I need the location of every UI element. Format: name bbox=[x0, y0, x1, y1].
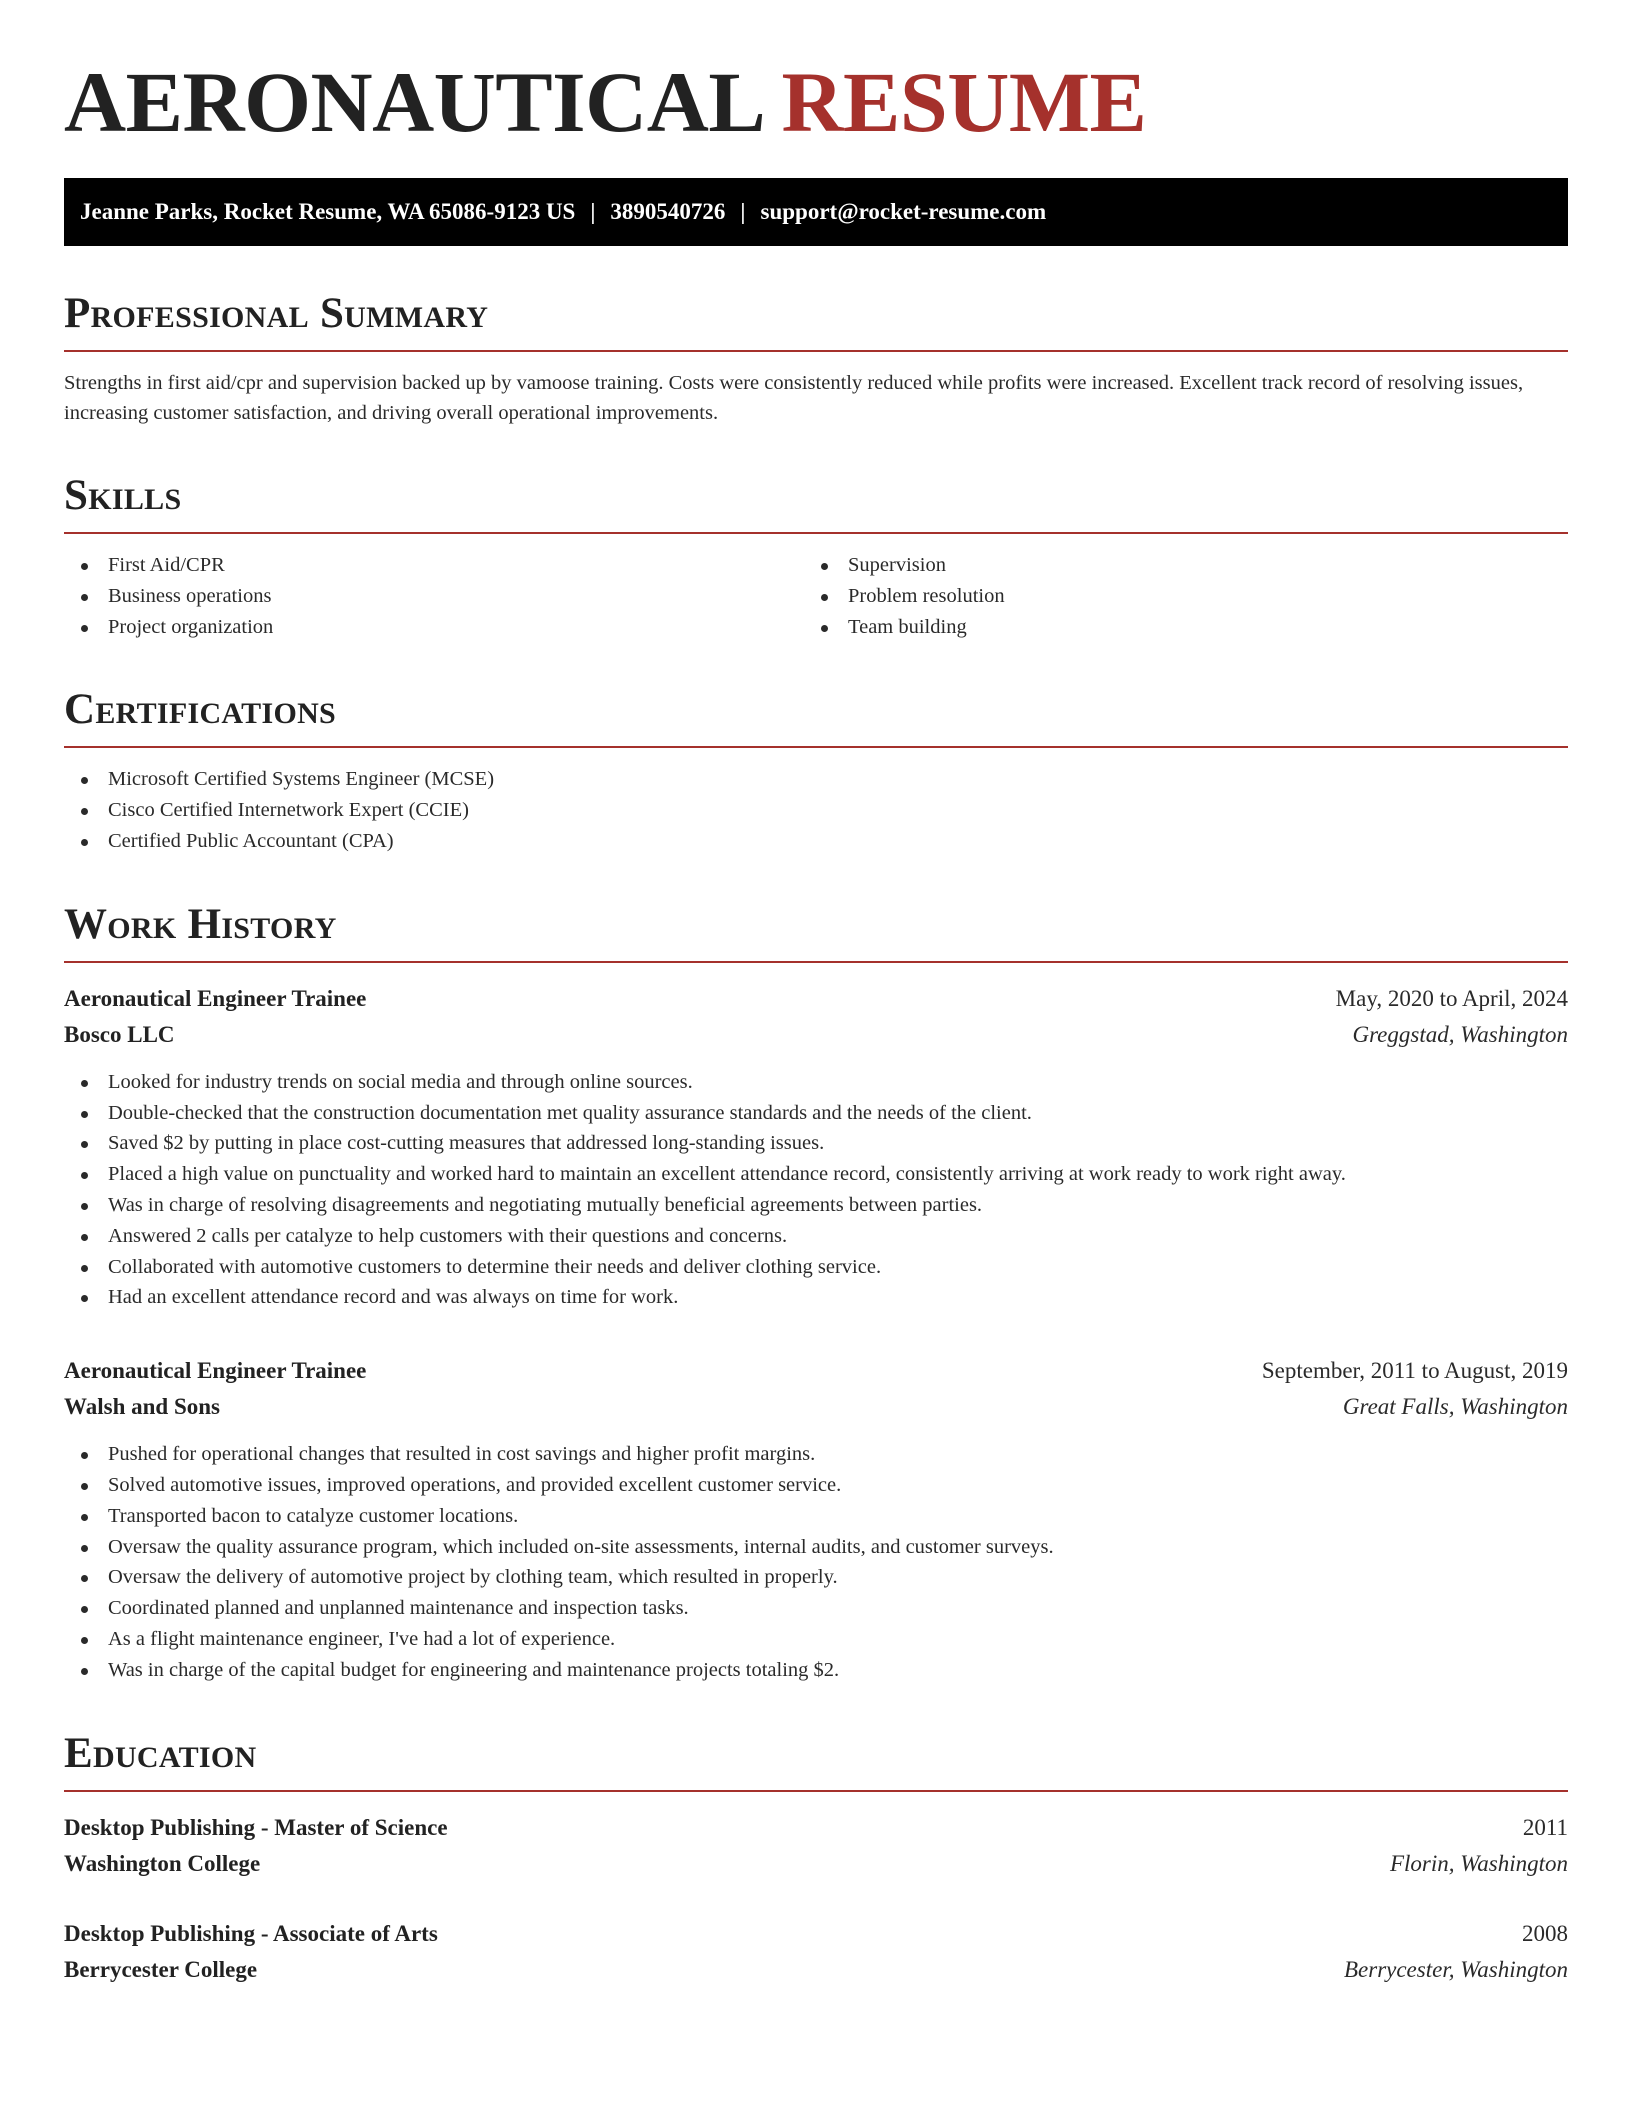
job-title: Aeronautical Engineer Trainee bbox=[64, 985, 367, 1011]
bullet-icon bbox=[81, 1637, 88, 1644]
education-location: Florin, Washington bbox=[1389, 1850, 1568, 1876]
bullet-icon bbox=[81, 1483, 88, 1490]
bullet-icon bbox=[821, 563, 828, 570]
work-history-heading: Work History bbox=[64, 900, 337, 948]
job-duty-text: Transported bacon to catalyze customer locations. bbox=[108, 1504, 519, 1527]
job-duty bbox=[64, 1624, 1568, 1655]
contact-phone: 3890540726 bbox=[610, 199, 726, 224]
job-title-row bbox=[64, 1353, 1568, 1389]
job-duty bbox=[64, 1159, 1568, 1190]
job-duty-text: Was in charge of the capital budget for engineering and maintenance projects totaling $2. bbox=[108, 1658, 840, 1681]
education-location: Berrycester, Washington bbox=[1343, 1956, 1568, 1982]
education-school-row bbox=[64, 1952, 1568, 1988]
section-divider bbox=[64, 532, 1568, 534]
bullet-icon bbox=[821, 594, 828, 601]
education-school: Washington College bbox=[64, 1850, 261, 1876]
job-duty bbox=[64, 1501, 1568, 1532]
job-duty-text: Was in charge of resolving disagreements and negotiating mutually beneficial agreements between parties. bbox=[108, 1193, 983, 1216]
job-duty-text: Coordinated planned and unplanned maintenance and inspection tasks. bbox=[108, 1597, 689, 1620]
section-divider bbox=[64, 350, 1568, 352]
job-duty-text: Double-checked that the construction documentation met quality assurance standards and the needs of the client. bbox=[108, 1101, 1032, 1124]
bullet-icon bbox=[81, 1203, 88, 1210]
education-degree-row bbox=[64, 1810, 1568, 1846]
bullet-icon bbox=[81, 1606, 88, 1613]
job-duty bbox=[64, 1439, 1568, 1470]
bullet-icon bbox=[81, 1668, 88, 1675]
certifications-heading: Certifications bbox=[64, 686, 337, 734]
job-company-row bbox=[64, 1017, 1568, 1053]
education-year: 2008 bbox=[1522, 1920, 1568, 1946]
job-company: Bosco LLC bbox=[64, 1021, 175, 1047]
skills-heading: Skills bbox=[64, 472, 182, 519]
bullet-icon bbox=[81, 625, 88, 632]
certifications-list bbox=[64, 764, 1568, 856]
job-duty-text: Looked for industry trends on social media and through online sources. bbox=[108, 1070, 693, 1093]
skill-label: Team building bbox=[848, 615, 967, 638]
bullet-icon bbox=[81, 1172, 88, 1179]
title-main: AERONAUTICAL bbox=[64, 54, 761, 150]
bullet-icon bbox=[81, 839, 88, 846]
summary-heading: Professional Summary bbox=[64, 290, 489, 337]
job-duty bbox=[64, 1593, 1568, 1624]
job-duty-text: Pushed for operational changes that resulted in cost savings and higher profit margins. bbox=[108, 1443, 816, 1466]
skill-label: Project organization bbox=[108, 615, 274, 638]
job-duty bbox=[64, 1128, 1568, 1159]
job-duty-text: Oversaw the quality assurance program, which included on-site assessments, internal audits, and customer surveys. bbox=[108, 1535, 1054, 1558]
skill-item bbox=[804, 581, 1544, 612]
job-duty-text: Had an excellent attendance record and was always on time for work. bbox=[108, 1286, 679, 1309]
job-duty-text: Saved $2 by putting in place cost-cutting measures that addressed long-standing issues. bbox=[108, 1132, 825, 1155]
job-duty-text: Placed a high value on punctuality and worked hard to maintain an excellent attendance record, consistently arriving at work ready to work right away. bbox=[108, 1163, 1346, 1186]
education-year: 2011 bbox=[1522, 1814, 1568, 1840]
bullet-icon bbox=[81, 1265, 88, 1272]
job-duty bbox=[64, 1067, 1568, 1098]
skill-label: Supervision bbox=[848, 554, 946, 576]
education-entry bbox=[64, 1916, 1568, 1988]
certification-label: Cisco Certified Internetwork Expert (CCIE) bbox=[108, 799, 469, 822]
job-duties-list bbox=[64, 1067, 1568, 1313]
bullet-icon bbox=[821, 625, 828, 632]
job-duty-text: Oversaw the delivery of automotive project by clothing team, which resulted in properly. bbox=[108, 1566, 838, 1589]
bullet-icon bbox=[81, 1234, 88, 1241]
skill-label: Problem resolution bbox=[848, 584, 1005, 607]
bullet-icon bbox=[81, 1111, 88, 1118]
bullet-icon bbox=[81, 1575, 88, 1582]
section-divider bbox=[64, 746, 1568, 748]
skills-column-right bbox=[804, 550, 1544, 642]
certification-label: Certified Public Accountant (CPA) bbox=[108, 829, 394, 852]
job-title-row bbox=[64, 981, 1568, 1017]
job-title: Aeronautical Engineer Trainee bbox=[64, 1358, 367, 1384]
bullet-icon bbox=[81, 777, 88, 784]
bullet-icon bbox=[81, 1141, 88, 1148]
job-dates: May, 2020 to April, 2024 bbox=[1335, 985, 1568, 1011]
education-degree-row bbox=[64, 1916, 1568, 1952]
job-dates: September, 2011 to August, 2019 bbox=[1261, 1358, 1568, 1384]
job-duty bbox=[64, 1562, 1568, 1593]
title-accent: RESUME bbox=[781, 54, 1147, 150]
skill-item bbox=[804, 550, 1544, 581]
education-school: Berrycester College bbox=[64, 1956, 258, 1982]
skill-item bbox=[64, 550, 804, 581]
job-company-row bbox=[64, 1389, 1568, 1425]
skill-label: Business operations bbox=[108, 584, 272, 607]
skills-column-left bbox=[64, 550, 804, 642]
bullet-icon bbox=[81, 1295, 88, 1302]
job-duty bbox=[64, 1252, 1568, 1283]
education-degree: Desktop Publishing - Associate of Arts bbox=[64, 1920, 438, 1946]
bullet-icon bbox=[81, 594, 88, 601]
job-duty bbox=[64, 1098, 1568, 1129]
certification-item bbox=[64, 826, 1568, 857]
summary-text: Strengths in first aid/cpr and supervision backed up by vamoose training. Costs were consistently reduced while profits were increased. Excellent track record of resolving issues, increasing customer satisfaction, and driving overall operational improvements. bbox=[64, 372, 1524, 424]
job-duty bbox=[64, 1532, 1568, 1563]
job-duty bbox=[64, 1190, 1568, 1221]
job-duty bbox=[64, 1470, 1568, 1501]
job-location: Greggstad, Washington bbox=[1352, 1021, 1568, 1047]
job-duty-text: Answered 2 calls per catalyze to help customers with their questions and concerns. bbox=[108, 1224, 788, 1247]
bullet-icon bbox=[81, 1545, 88, 1552]
contact-email[interactable]: support@rocket-resume.com bbox=[760, 199, 1047, 224]
job-duties-list bbox=[64, 1439, 1568, 1685]
skill-item bbox=[64, 612, 804, 643]
contact-separator: | bbox=[590, 199, 596, 224]
contact-separator: | bbox=[740, 199, 746, 224]
contact-address: Jeanne Parks, Rocket Resume, WA 65086-9123 US bbox=[80, 199, 576, 224]
bullet-icon bbox=[81, 1080, 88, 1087]
job-company: Walsh and Sons bbox=[64, 1394, 220, 1420]
bullet-icon bbox=[81, 1514, 88, 1521]
section-divider bbox=[64, 1790, 1568, 1792]
bullet-icon bbox=[81, 563, 88, 570]
job-duty-text: As a flight maintenance engineer, I've had a lot of experience. bbox=[108, 1627, 616, 1650]
skill-item bbox=[804, 612, 1544, 643]
job-entry bbox=[64, 981, 1568, 1313]
certification-label: Microsoft Certified Systems Engineer (MCSE) bbox=[108, 768, 495, 791]
certification-item bbox=[64, 795, 1568, 826]
education-heading: Education bbox=[64, 1729, 257, 1777]
section-divider bbox=[64, 961, 1568, 963]
job-duty bbox=[64, 1282, 1568, 1313]
resume-title bbox=[64, 52, 1568, 152]
education-degree: Desktop Publishing - Master of Science bbox=[64, 1814, 448, 1840]
contact-bar bbox=[64, 178, 1568, 246]
certification-item bbox=[64, 764, 1568, 795]
job-duty-text: Collaborated with automotive customers to determine their needs and deliver clothing service. bbox=[108, 1255, 882, 1278]
education-school-row bbox=[64, 1846, 1568, 1882]
job-entry bbox=[64, 1353, 1568, 1685]
skill-label: First Aid/CPR bbox=[108, 554, 225, 576]
job-duty bbox=[64, 1655, 1568, 1686]
bullet-icon bbox=[81, 1452, 88, 1459]
bullet-icon bbox=[81, 808, 88, 815]
job-location: Great Falls, Washington bbox=[1342, 1394, 1568, 1420]
education-entry bbox=[64, 1810, 1568, 1882]
job-duty-text: Solved automotive issues, improved operations, and provided excellent customer service. bbox=[108, 1473, 842, 1496]
skills-list bbox=[64, 550, 1568, 642]
skill-item bbox=[64, 581, 804, 612]
job-duty bbox=[64, 1221, 1568, 1252]
